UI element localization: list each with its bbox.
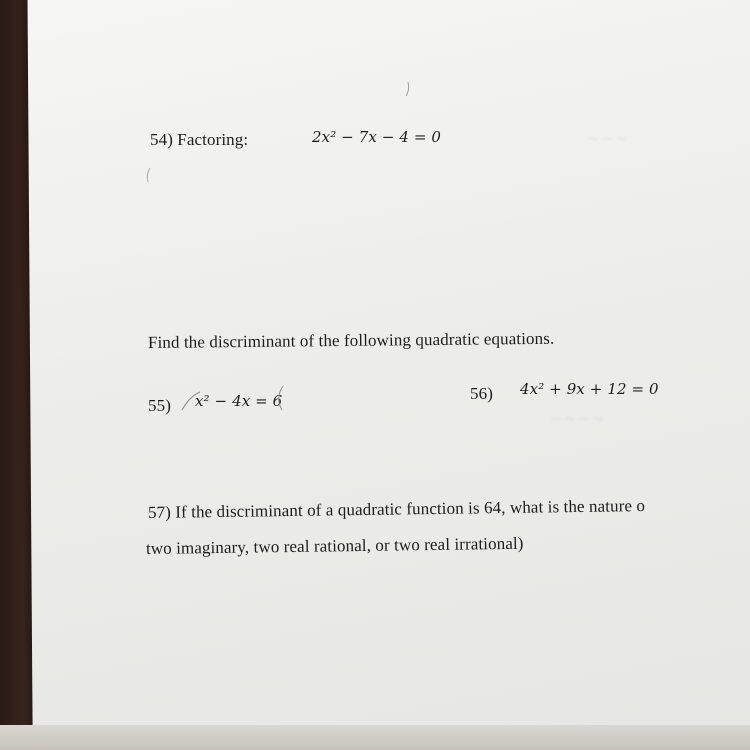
question-56-equation: 4x² + 9x + 12 = 0 — [520, 380, 659, 398]
discriminant-instructions: Find the discriminant of the following quadratic equations. — [147, 328, 555, 352]
question-57-line-1: 57) If the discriminant of a quadratic function is 64, what is the nature o — [147, 496, 646, 522]
show-through-marks: ~ ~ ~ — [588, 128, 627, 149]
question-54-label: 54) Factoring: — [150, 130, 249, 149]
question-56-label: 56) — [470, 384, 493, 403]
show-through-marks: ~ ~ ~ ~ — [550, 408, 603, 429]
worksheet-paper — [27, 0, 750, 735]
question-55-label: 55) — [148, 396, 171, 415]
question-54-equation: 2x² − 7x − 4 = 0 — [312, 128, 442, 146]
paper-edge-under — [0, 725, 750, 750]
question-55-equation: x² − 4x = 6 — [195, 392, 283, 410]
question-57-line-2: two imaginary, two real rational, or two real irrational) — [145, 533, 524, 558]
